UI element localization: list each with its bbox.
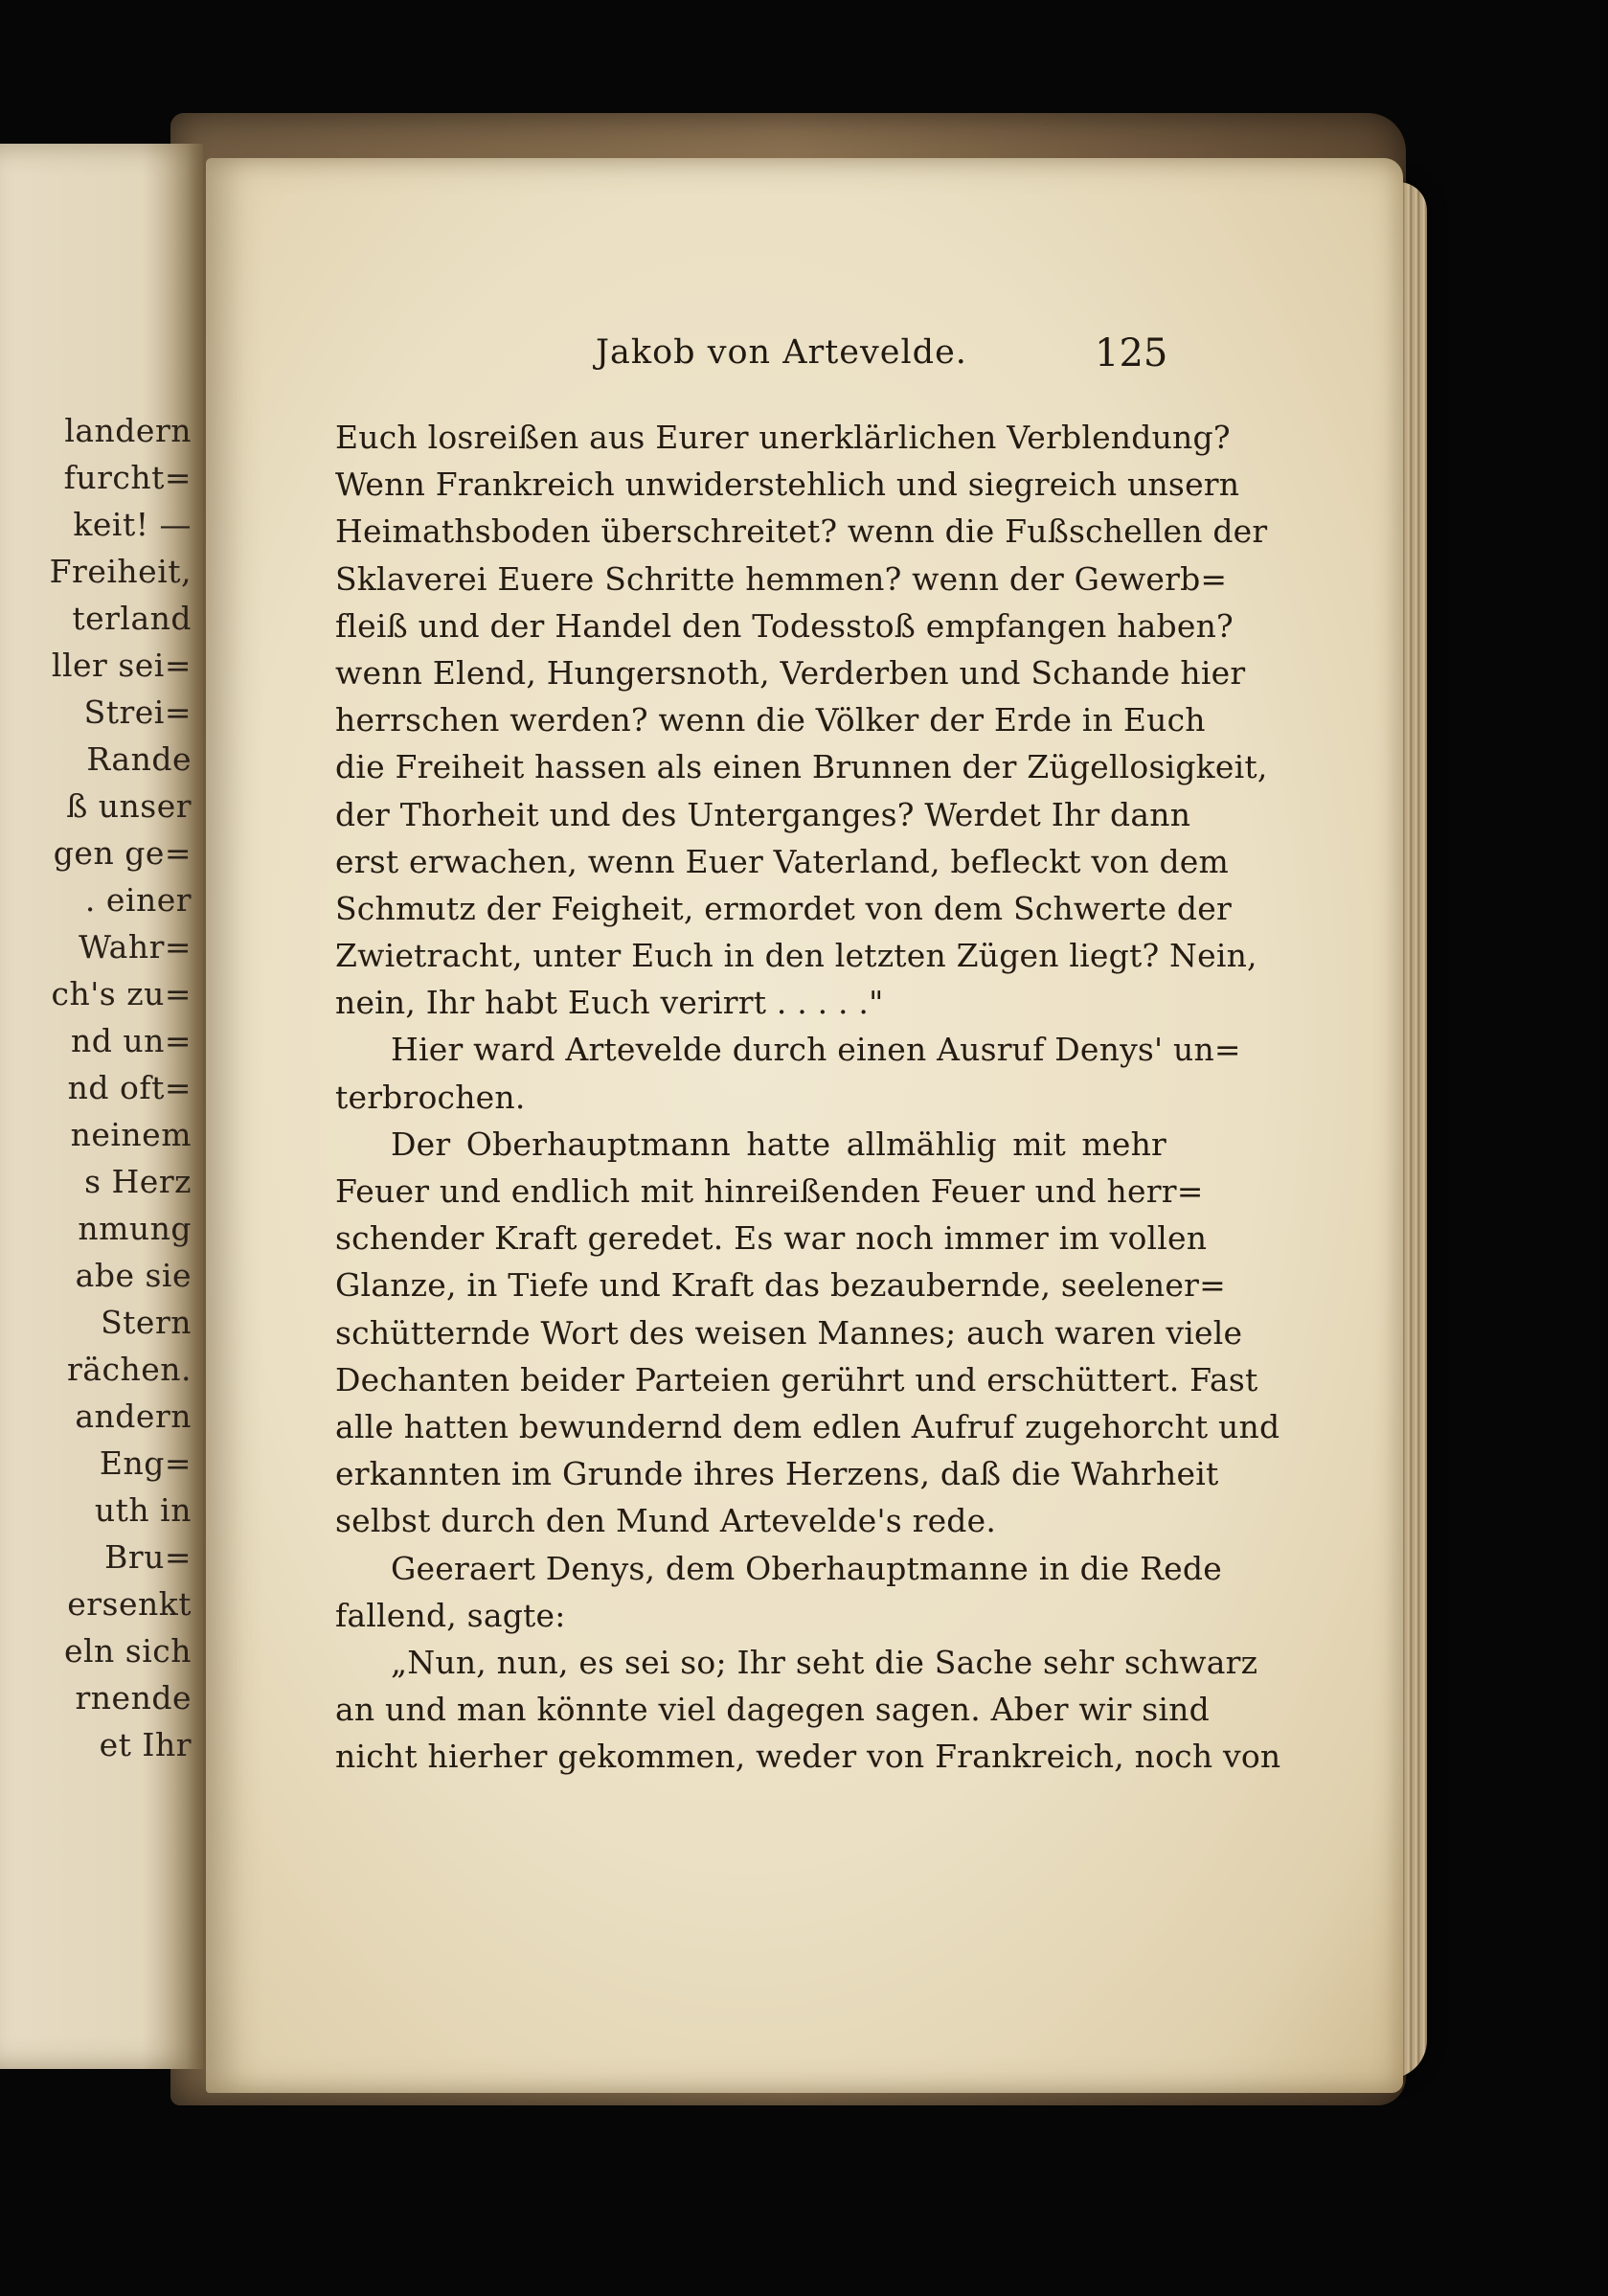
left-page-line: furcht= <box>63 459 192 496</box>
text-line: wenn Elend, Hungersnoth, Verderben und Schande hier <box>335 653 1246 692</box>
left-page-line: ller sei= <box>51 647 192 684</box>
text-line: Feuer und endlich mit hinreißenden Feuer und herr= <box>335 1172 1204 1210</box>
text-line: erst erwachen, wenn Euer Vaterland, befleckt von dem <box>335 842 1230 880</box>
text-line: nicht hierher gekommen, weder von Frankreich, noch von <box>335 1738 1281 1776</box>
left-page-line: landern <box>64 412 192 449</box>
left-page-line: gen ge= <box>53 834 192 872</box>
left-page-line: uth in <box>94 1491 192 1529</box>
left-page-line: ersenkt <box>67 1585 192 1623</box>
text-line: Schmutz der Feigheit, ermordet von dem Schwerte der <box>335 889 1232 927</box>
text-line: Heimathsboden überschreitet? wenn die Fußschellen der <box>335 512 1268 551</box>
left-page-line: eln sich <box>63 1632 192 1670</box>
page-number: 125 <box>1095 331 1168 375</box>
text-line: der Thorheit und des Unterganges? Werdet Ihr dann <box>335 795 1191 833</box>
left-page-line: ß unser <box>66 787 192 825</box>
left-page-line: Strei= <box>83 693 192 731</box>
body-text <box>335 414 1281 1780</box>
text-line: Geeraert Denys, dem Oberhauptmanne in die Rede <box>391 1549 1222 1587</box>
left-page-line: Wahr= <box>79 928 192 966</box>
left-page-line: . einer <box>84 881 192 919</box>
text-line: Wenn Frankreich unwiderstehlich und siegreich unsern <box>335 466 1240 504</box>
left-page-text <box>0 407 192 1768</box>
left-page-line: terland <box>72 600 192 637</box>
text-line: Dechanten beider Parteien gerührt und erschüttert. Fast <box>335 1360 1258 1398</box>
left-page-line: andern <box>75 1398 192 1435</box>
left-page-line: rnende <box>75 1679 192 1716</box>
left-page-line: rächen. <box>67 1351 192 1388</box>
text-line: herrschen werden? wenn die Völker der Erde in Euch <box>335 701 1206 739</box>
text-line: schender Kraft geredet. Es war noch immer im vollen <box>335 1219 1208 1258</box>
text-line: die Freiheit hassen als einen Brunnen der Zügellosigkeit, <box>335 748 1268 786</box>
text-line: terbrochen. <box>335 1078 526 1116</box>
text-line: Glanze, in Tiefe und Kraft das bezaubernde, seelener= <box>335 1266 1226 1305</box>
running-head: Jakob von Artevelde. <box>596 333 967 372</box>
text-line: alle hatten bewundernd dem edlen Aufruf zugehorcht und <box>335 1407 1280 1445</box>
text-line: Sklaverei Euere Schritte hemmen? wenn der Gewerb= <box>335 559 1228 598</box>
text-line: erkannten im Grunde ihres Herzens, daß die Wahrheit <box>335 1455 1219 1493</box>
text-line: Hier ward Artevelde durch einen Ausruf Denys' un= <box>391 1031 1241 1069</box>
left-page-line: nd oft= <box>67 1069 192 1106</box>
left-page-line: nd un= <box>70 1022 192 1059</box>
text-line: „Nun, nun, es sei so; Ihr seht die Sache sehr schwarz <box>391 1643 1258 1681</box>
left-page-line: keit! — <box>73 506 192 543</box>
text-line: an und man könnte viel dagegen sagen. Aber wir sind <box>335 1691 1210 1729</box>
left-page-line: Stern <box>101 1304 192 1341</box>
left-page-line: Freiheit, <box>49 553 192 590</box>
left-page-line: Rande <box>86 740 192 778</box>
left-page-line: ch's zu= <box>51 975 192 1012</box>
left-page <box>0 144 203 2069</box>
left-page-line: et Ihr <box>99 1726 192 1763</box>
left-page-line: Bru= <box>104 1538 192 1576</box>
text-line: fallend, sagte: <box>335 1596 566 1634</box>
left-page-line: nmung <box>78 1210 192 1247</box>
text-line: fleiß und der Handel den Todesstoß empfangen haben? <box>335 606 1234 645</box>
left-page-line: neinem <box>70 1116 192 1153</box>
text-line: selbst durch den Mund Artevelde's rede. <box>335 1502 997 1540</box>
text-line: schütternde Wort des weisen Mannes; auch waren viele <box>335 1313 1243 1352</box>
text-line: Zwietracht, unter Euch in den letzten Zügen liegt? Nein, <box>335 937 1257 975</box>
text-line: Euch losreißen aus Eurer unerklärlichen Verblendung? <box>335 419 1231 456</box>
left-page-line: Eng= <box>99 1444 192 1482</box>
left-page-line: s Herz <box>84 1163 192 1200</box>
left-page-line: abe sie <box>75 1257 192 1294</box>
text-line: Der Oberhauptmann hatte allmählig mit mehr <box>391 1125 1166 1163</box>
text-line: nein, Ihr habt Euch verirrt . . . . ." <box>335 984 884 1022</box>
